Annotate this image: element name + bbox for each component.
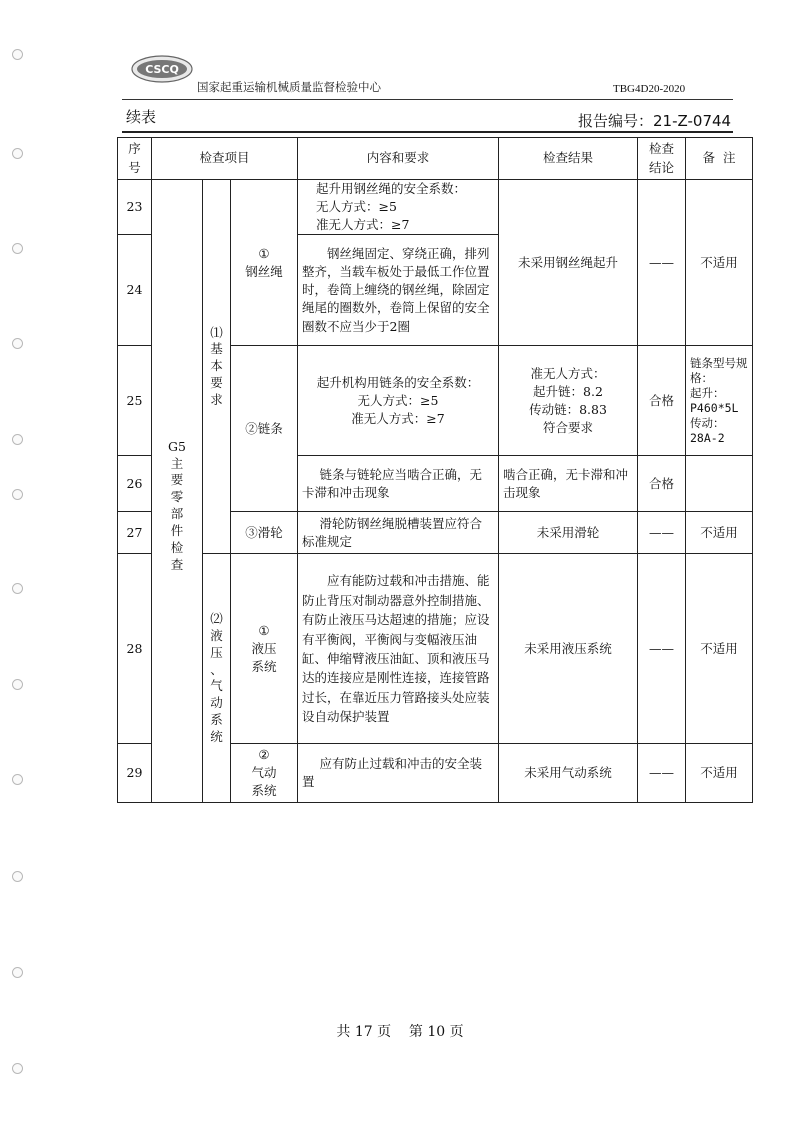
group-g5-label: G5 主 要 零 部 件 检 查 (168, 438, 186, 572)
table-top-rule (122, 131, 733, 133)
row-number: 25 (118, 346, 152, 456)
item-hydraulic-label: ① 液压 系统 (251, 622, 277, 674)
group-g5 (152, 180, 203, 803)
svg-text:CSCQ: CSCQ (145, 63, 179, 76)
row-number: 24 (118, 235, 152, 346)
col-header-item: 检查项目 (152, 138, 298, 180)
remark-cell: 不适用 (686, 744, 753, 803)
binder-hole (12, 583, 23, 594)
binder-hole (12, 679, 23, 690)
header-rule (122, 99, 733, 100)
binder-hole (12, 871, 23, 882)
binder-hole (12, 243, 23, 254)
result-cell: 未采用气动系统 (499, 744, 638, 803)
item-chain: ②链条 (231, 346, 298, 512)
item-pneumatic (231, 744, 298, 803)
continued-label: 续表 (126, 108, 157, 126)
binder-hole (12, 967, 23, 978)
content-text: 起升机构用链条的安全系数： 无人方式：≥5 准无人方式：≥7 (316, 374, 480, 426)
col-header-conclusion (638, 138, 686, 180)
content-cell: 链条与链轮应当啮合正确，无卡滞和冲击现象 (298, 456, 499, 512)
remark-cell: 不适用 (686, 554, 753, 744)
row-number: 29 (118, 744, 152, 803)
group-basic-requirements (203, 180, 231, 554)
col-header-seq-text: 序 号 (128, 141, 141, 175)
col-header-remark: 备 注 (686, 138, 753, 180)
content-cell: 应有防止过载和冲击的安全装置 (298, 744, 499, 803)
group-basic-label: ⑴ 基 本 要 求 (210, 324, 223, 407)
binder-hole (12, 434, 23, 445)
col-header-seq (118, 138, 152, 180)
group-hydro-label: ⑵ 液 压 、 气 动 系 统 (210, 610, 223, 744)
col-header-conclusion-text: 检查 结论 (648, 141, 674, 175)
conclusion-cell: —— (638, 554, 686, 744)
binder-hole (12, 489, 23, 500)
row-number: 26 (118, 456, 152, 512)
result-text: 准无人方式： 起升链：8.2 传动链：8.83 符合要求 (529, 365, 607, 435)
cscq-logo-icon (131, 55, 193, 83)
col-header-result: 检查结果 (499, 138, 638, 180)
item-pneumatic-label: ② 气动 系统 (251, 747, 277, 799)
conclusion-cell: —— (638, 180, 686, 346)
result-cell: 未采用液压系统 (499, 554, 638, 744)
organization-name: 国家起重运输机械质量监督检验中心 (197, 80, 381, 94)
remark-cell: 不适用 (686, 180, 753, 346)
item-wire-rope-label: ① 钢丝绳 (245, 245, 283, 279)
document-code: TBG4D20-2020 (613, 83, 686, 95)
remark-cell (686, 456, 753, 512)
conclusion-cell: 合格 (638, 346, 686, 456)
inspection-table (117, 137, 753, 803)
item-pulley: ③滑轮 (231, 512, 298, 554)
binder-hole (12, 774, 23, 785)
content-cell: 滑轮防钢丝绳脱槽装置应符合标准规定 (298, 512, 499, 554)
table-header-row (118, 138, 753, 180)
content-cell: 应有能防过载和冲击措施、能防止背压对制动器意外控制措施、有防止液压马达超速的措施；应设有平衡阀，平衡阀与变幅液压油缸、伸缩臂液压油缸、顶和液压马达的连接应是刚性连接，连接管路过长，在靠近压力管路接头处应装设自动保护装置 (298, 554, 499, 744)
remark-cell: 不适用 (686, 512, 753, 554)
page-footer: 共 17 页 第 10 页 (336, 1024, 464, 1040)
content-text: 起升用钢丝绳的安全系数： 无人方式：≥5 准无人方式：≥7 (316, 181, 467, 233)
row-number: 23 (118, 180, 152, 235)
result-cell (499, 346, 638, 456)
row-number: 28 (118, 554, 152, 744)
item-hydraulic (231, 554, 298, 744)
conclusion-cell: —— (638, 744, 686, 803)
binder-hole (12, 49, 23, 60)
remark-text: 链条型号规格： 起升： P460*5L 传动： 28A-2 (690, 356, 748, 445)
result-cell: 未采用滑轮 (499, 512, 638, 554)
result-cell: 未采用钢丝绳起升 (499, 180, 638, 346)
remark-cell (686, 346, 753, 456)
conclusion-cell: 合格 (638, 456, 686, 512)
binder-hole (12, 1063, 23, 1074)
table-row (118, 554, 753, 744)
report-number: 报告编号：21-Z-0744 (578, 112, 732, 130)
content-cell (298, 346, 499, 456)
table-row (118, 180, 753, 235)
content-cell (298, 180, 499, 235)
content-cell: 钢丝绳固定、穿绕正确，排列整齐，当载车板处于最低工作位置时，卷筒上缠绕的钢丝绳，除固定绳尾的圈数外，卷筒上保留的安全圈数不应当少于2圈 (298, 235, 499, 346)
result-cell: 啮合正确，无卡滞和冲击现象 (499, 456, 638, 512)
binder-hole (12, 148, 23, 159)
conclusion-cell: —— (638, 512, 686, 554)
group-hydraulic-pneumatic (203, 554, 231, 803)
row-number: 27 (118, 512, 152, 554)
binder-hole (12, 338, 23, 349)
col-header-content: 内容和要求 (298, 138, 499, 180)
item-wire-rope (231, 180, 298, 346)
